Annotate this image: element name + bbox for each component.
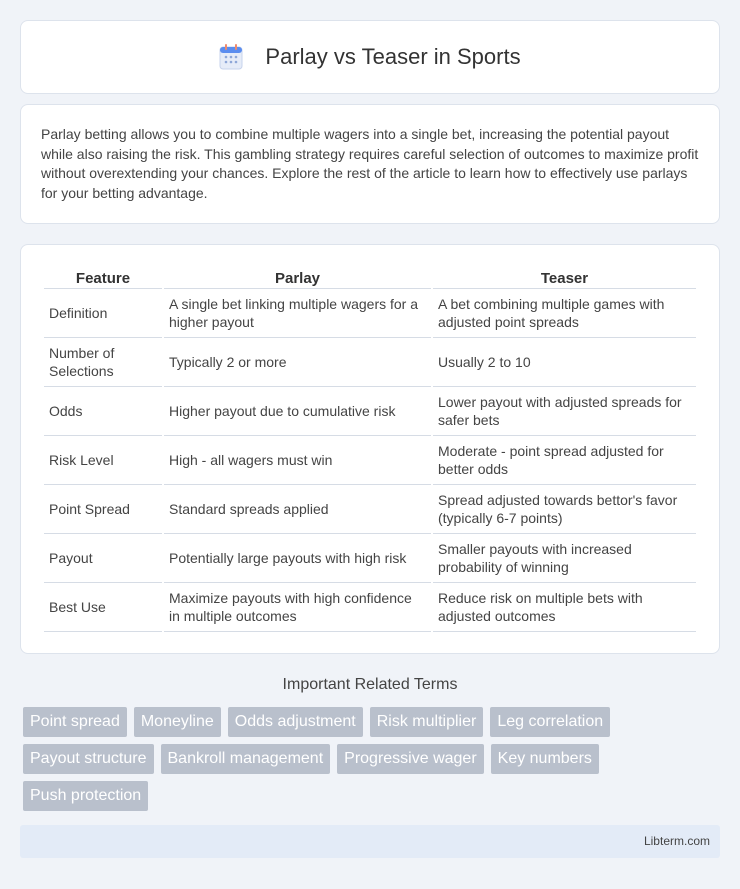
term-tag[interactable]: Point spread bbox=[23, 707, 127, 737]
table-header-row bbox=[44, 265, 696, 289]
table-row bbox=[44, 485, 696, 534]
row-parlay: Potentially large payouts with high risk bbox=[164, 534, 431, 583]
title-wrap bbox=[219, 44, 520, 70]
term-tag[interactable]: Bankroll management bbox=[161, 744, 331, 774]
row-feature: Number of Selections bbox=[44, 338, 162, 387]
row-parlay: Standard spreads applied bbox=[164, 485, 431, 534]
row-parlay: Higher payout due to cumulative risk bbox=[164, 387, 431, 436]
table-row bbox=[44, 289, 696, 338]
term-tag[interactable]: Progressive wager bbox=[337, 744, 484, 774]
header-feature: Feature bbox=[44, 265, 162, 289]
term-tag[interactable]: Odds adjustment bbox=[228, 707, 363, 737]
header-card bbox=[20, 20, 720, 94]
row-parlay: High - all wagers must win bbox=[164, 436, 431, 485]
table-row bbox=[44, 436, 696, 485]
row-feature: Best Use bbox=[44, 583, 162, 632]
footer-site-link[interactable]: Libterm.com bbox=[643, 834, 710, 848]
table-row bbox=[44, 583, 696, 632]
term-tag[interactable]: Push protection bbox=[23, 781, 148, 811]
row-parlay: Typically 2 or more bbox=[164, 338, 431, 387]
row-feature: Odds bbox=[44, 387, 162, 436]
row-feature: Payout bbox=[44, 534, 162, 583]
row-teaser: Lower payout with adjusted spreads for safer bets bbox=[433, 387, 696, 436]
row-parlay: Maximize payouts with high confidence in multiple outcomes bbox=[164, 583, 431, 632]
term-tag[interactable]: Leg correlation bbox=[490, 707, 610, 737]
header-teaser: Teaser bbox=[433, 265, 696, 289]
row-feature: Risk Level bbox=[44, 436, 162, 485]
row-teaser: Smaller payouts with increased probability of winning bbox=[433, 534, 696, 583]
footer bbox=[20, 825, 720, 858]
row-feature: Point Spread bbox=[44, 485, 162, 534]
row-teaser: Moderate - point spread adjusted for better odds bbox=[433, 436, 696, 485]
term-tag[interactable]: Risk multiplier bbox=[370, 707, 484, 737]
row-feature: Definition bbox=[44, 289, 162, 338]
comparison-table bbox=[42, 265, 698, 632]
table-card bbox=[20, 244, 720, 654]
row-teaser: Usually 2 to 10 bbox=[433, 338, 696, 387]
table-row bbox=[44, 387, 696, 436]
related-terms-list bbox=[23, 707, 723, 811]
term-tag[interactable]: Moneyline bbox=[134, 707, 221, 737]
term-tag[interactable]: Payout structure bbox=[23, 744, 154, 774]
row-teaser: A bet combining multiple games with adjusted point spreads bbox=[433, 289, 696, 338]
row-teaser: Reduce risk on multiple bets with adjusted outcomes bbox=[433, 583, 696, 632]
intro-card bbox=[20, 104, 720, 224]
calendar-icon bbox=[219, 44, 243, 70]
row-teaser: Spread adjusted towards bettor's favor (typically 6-7 points) bbox=[433, 485, 696, 534]
related-terms-title: Important Related Terms bbox=[282, 676, 458, 693]
table-row bbox=[44, 338, 696, 387]
intro-text: Parlay betting allows you to combine multiple wagers into a single bet, increasing the potential payout while also raising the risk. This gambling strategy requires careful selection of outcomes to maximize profit without overextending your chances. Explore the rest of the article to learn how to effectively use parlays for your betting advantage. bbox=[41, 126, 699, 201]
table-row bbox=[44, 534, 696, 583]
page-title: Parlay vs Teaser in Sports bbox=[265, 44, 521, 69]
row-parlay: A single bet linking multiple wagers for a higher payout bbox=[164, 289, 431, 338]
header-parlay: Parlay bbox=[164, 265, 431, 289]
term-tag[interactable]: Key numbers bbox=[491, 744, 599, 774]
